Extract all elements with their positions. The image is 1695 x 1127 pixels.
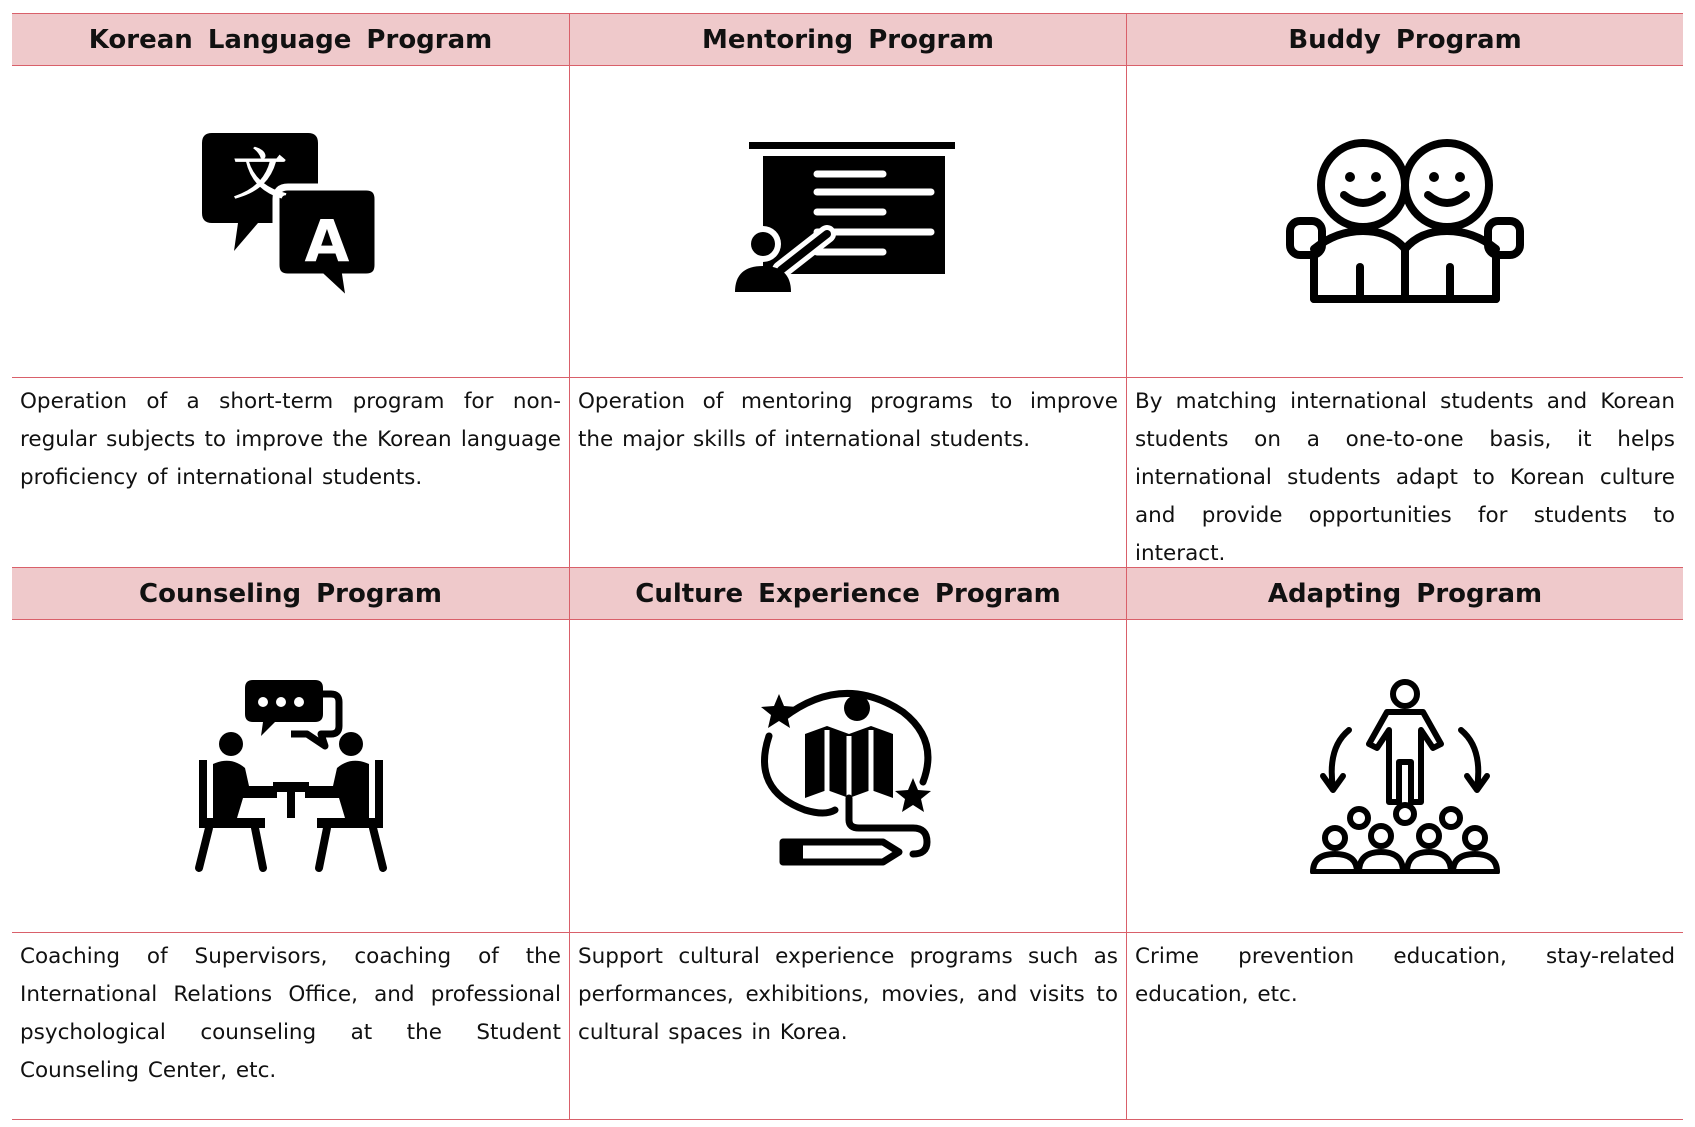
header-counseling-program: Counseling Program: [12, 568, 570, 620]
culture-experience-icon: [743, 678, 953, 874]
counseling-icon-cell: [12, 620, 570, 933]
header-mentoring-program: Mentoring Program: [570, 14, 1127, 66]
header-buddy-program: Buddy Program: [1127, 14, 1683, 66]
culture-experience-icon-cell: [570, 620, 1127, 933]
header-korean-language-program: Korean Language Program: [12, 14, 570, 66]
presentation-icon: [733, 142, 963, 302]
programs-table: [12, 13, 1683, 1120]
korean-language-icon-cell: [12, 66, 570, 378]
description-adapting-program: Crime prevention education, stay-related education, etc.: [1135, 944, 1675, 1007]
description-buddy-program: By matching international students and Korean students on a one-to-one basis, it helps international students adapt to Korean culture and provide opportunities for students to interact.: [1127, 378, 1683, 568]
header-culture-experience-program: Culture Experience Program: [570, 568, 1127, 620]
korean-glyph: 文: [232, 142, 287, 206]
header-adapting-program: Adapting Program: [1127, 568, 1683, 620]
description-mentoring-program: Operation of mentoring programs to improve the major skills of international students.: [570, 378, 1127, 568]
translate-icon: [196, 127, 386, 317]
mentoring-icon-cell: [570, 66, 1127, 378]
adapting-icon: [1305, 678, 1505, 874]
buddies-icon: [1280, 137, 1530, 307]
buddy-icon-cell: [1127, 66, 1683, 378]
adapting-icon-cell: [1127, 620, 1683, 933]
description-counseling-program: Coaching of Supervisors, coaching of the International Relations Office, and professional psychological counseling at the Student Counseling Center, etc.: [12, 933, 570, 1119]
latin-glyph: A: [304, 206, 349, 275]
description-korean-language-program: Operation of a short-term program for non-regular subjects to improve the Korean language proficiency of international students.: [12, 378, 570, 568]
counseling-icon: [191, 678, 391, 874]
description-culture-experience-program: Support cultural experience programs such as performances, exhibitions, movies, and visits to cultural spaces in Korea.: [570, 933, 1127, 1119]
